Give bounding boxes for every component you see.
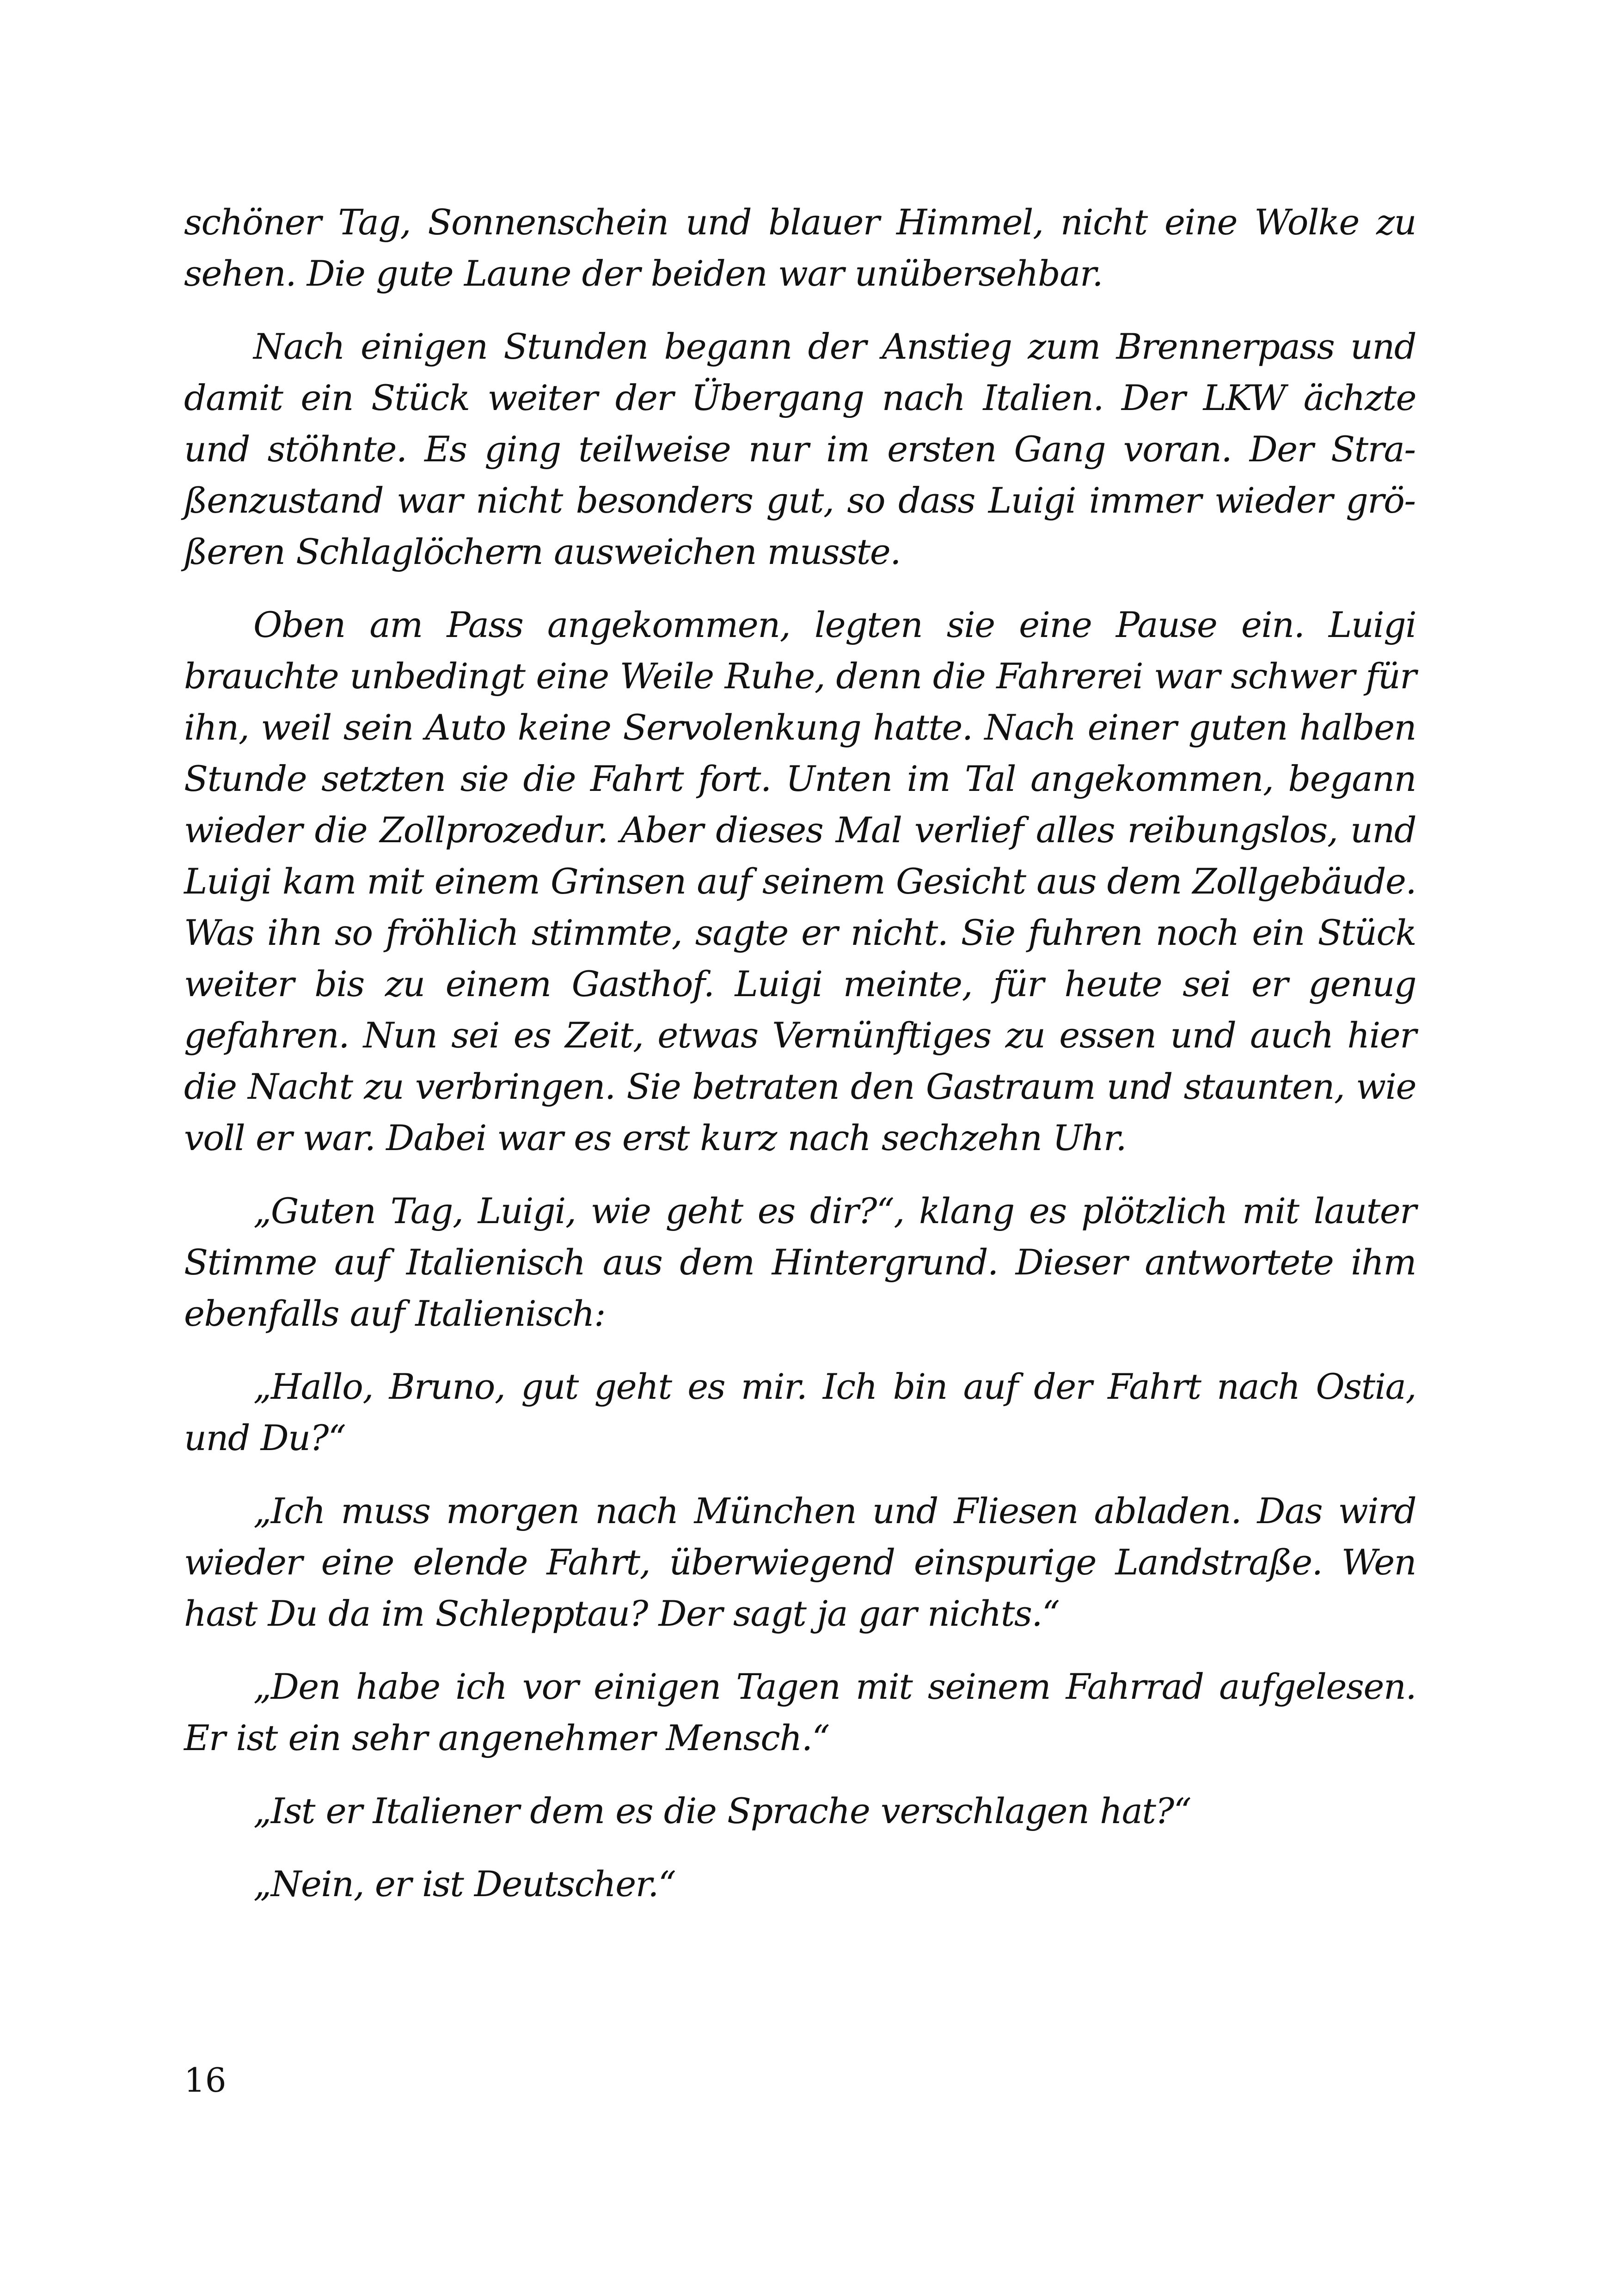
paragraph-2: Nach einigen Stunden begann der Anstieg zum Brennerpass und damit ein Stück weiter der Übergang nach Italien. Der LKW ächzte und stöhnte. Es ging teilweise nur im ersten Gang voran. Der Straßenzustand war nicht besonders gut, so dass Luigi immer wieder größeren Schlaglöchern ausweichen musste.	[184, 326, 1416, 572]
paragraph-3: Oben am Pass angekommen, legten sie eine Pause ein. Luigi brauchte unbedingt eine Weile Ruhe, denn die Fahrerei war schwer für ihn, weil sein Auto keine Servolenkung hatte. Nach einer guten halben Stunde setzten sie die Fahrt fort. Unten im Tal angekommen, begann wieder die Zollprozedur. Aber dieses Mal verlief alles reibungslos, und Luigi kam mit einem Grinsen auf seinem Gesicht aus dem Zollgebäude. Was ihn so fröhlich stimmte, sagte er nicht. Sie fuhren noch ein Stück weiter bis zu einem Gasthof. Luigi meinte, für heute sei er genug gefahren. Nun sei es Zeit, etwas Vernünftiges zu essen und auch hier die Nacht zu verbringen. Sie betraten den Gastraum und staunten, wie voll er war. Dabei war es erst kurz nach sechzehn Uhr.	[184, 604, 1416, 1158]
page-number: 16	[184, 2061, 227, 2100]
paragraph-6: „Ich muss morgen nach München und Fliesen abladen. Das wird wieder eine elende Fahrt, überwiegend einspurige Landstraße. Wen hast Du da im Schlepptau? Der sagt ja gar nichts.“	[184, 1490, 1416, 1634]
page-body	[184, 196, 1416, 1931]
paragraph-7: „Den habe ich vor einigen Tagen mit seinem Fahrrad aufgelesen. Er ist ein sehr angenehmer Mensch.“	[184, 1666, 1416, 1758]
paragraph-5: „Hallo, Bruno, gut geht es mir. Ich bin auf der Fahrt nach Ostia, und Du?“	[184, 1366, 1416, 1458]
paragraph-9: „Nein, er ist Deutscher.“	[253, 1863, 676, 1904]
paragraph-4: „Guten Tag, Luigi, wie geht es dir?“, klang es plötzlich mit lauter Stimme auf Italienisch aus dem Hintergrund. Dieser antwortete ihm ebenfalls auf Italienisch:	[184, 1190, 1416, 1334]
paragraph-8: „Ist er Italiener dem es die Sprache verschlagen hat?“	[253, 1790, 1191, 1831]
paragraph-1: schöner Tag, Sonnenschein und blauer Himmel, nicht eine Wolke zu sehen. Die gute Laune der beiden war unübersehbar.	[184, 202, 1416, 294]
